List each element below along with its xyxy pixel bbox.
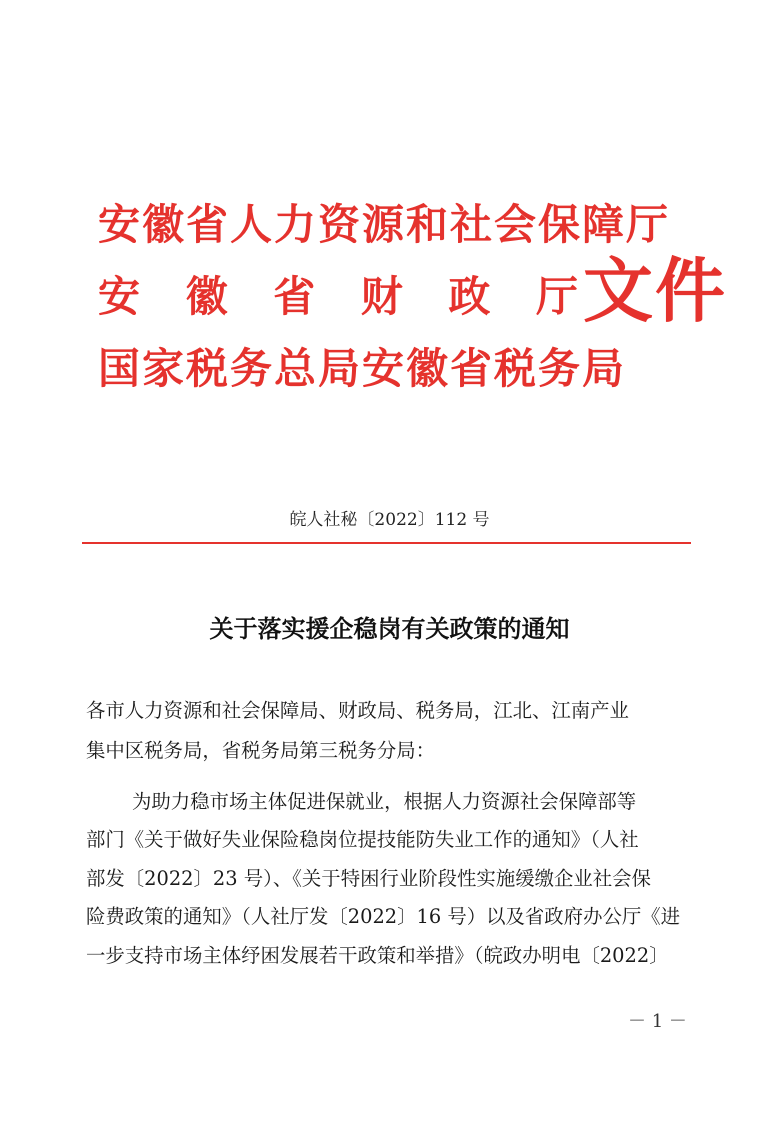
document-word: 文件 [583, 250, 727, 332]
issuer-finance [98, 272, 578, 322]
body-line: 一步支持市场主体纾困发展若干政策和举措》（皖政办明电〔2022〕 [86, 944, 669, 967]
body-line: 部门《关于做好失业保险稳岗位提技能防失业工作的通知》（人社 [86, 828, 639, 851]
issuer-finance-char: 厅 [535, 272, 578, 321]
addressee-line: 集中区税务局，省税务局第三税务分局： [86, 739, 436, 762]
issuer-finance-char: 徽 [185, 272, 228, 321]
issuer-finance-char: 省 [273, 272, 316, 321]
issuer-finance-char: 政 [448, 272, 491, 321]
issuer-finance-char: 财 [360, 272, 403, 321]
page-number: － 1 － [628, 1011, 687, 1032]
issuer-tax: 国家税务总局安徽省税务局 [98, 344, 627, 393]
body-line: 部发〔2022〕23 号）、《关于特困行业阶段性实施缓缴企业社会保 [86, 867, 651, 890]
issuer-hrss: 安徽省人力资源和社会保障厅 [98, 200, 671, 249]
document-number: 皖人社秘〔2022〕112 号 [289, 510, 490, 530]
red-divider [82, 542, 691, 544]
issuer-finance-char: 安 [98, 272, 141, 321]
body-line: 为助力稳市场主体促进保就业，根据人力资源社会保障部等 [132, 790, 637, 813]
document-title: 关于落实援企稳岗有关政策的通知 [209, 615, 570, 643]
addressee-line: 各市人力资源和社会保障局、财政局、税务局，江北、江南产业 [86, 699, 629, 722]
body-line: 险费政策的通知》（人社厅发〔2022〕16 号）以及省政府办公厅《进 [86, 905, 681, 928]
